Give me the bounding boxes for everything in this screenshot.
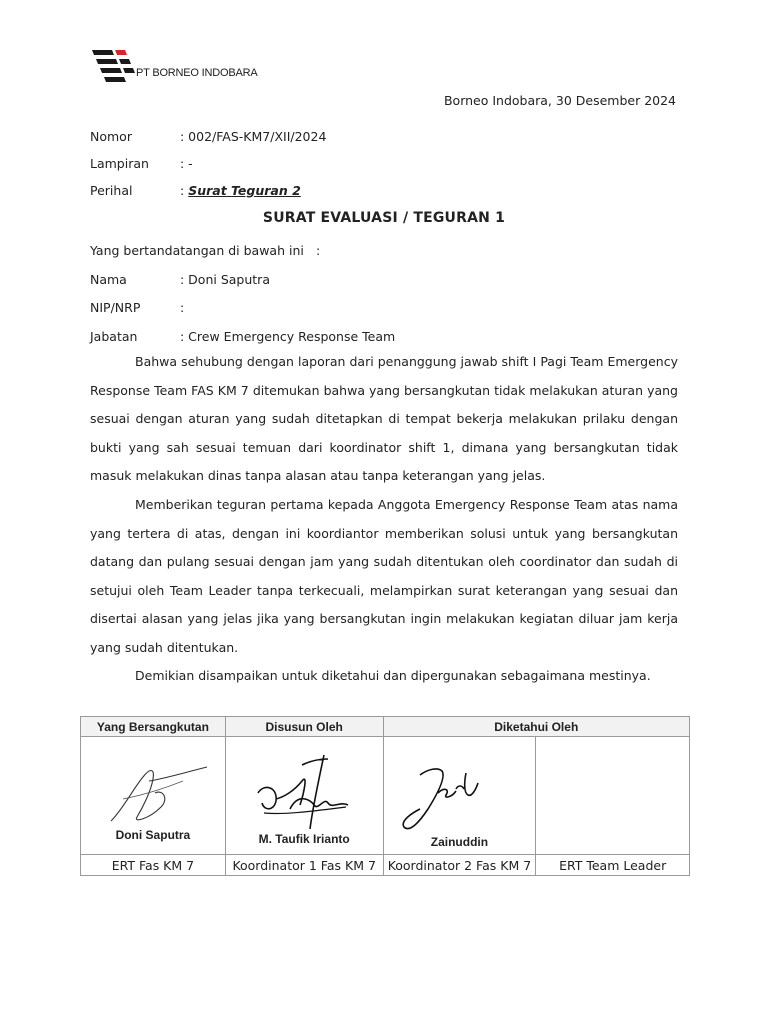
lampiran-value: : - bbox=[180, 156, 193, 171]
body-paragraph-3 bbox=[90, 662, 678, 691]
signature-row bbox=[81, 737, 690, 855]
nama-value: : Doni Saputra bbox=[180, 272, 270, 287]
letter-title: SURAT EVALUASI / TEGURAN 1 bbox=[262, 210, 506, 226]
perihal-value-line bbox=[180, 183, 301, 199]
signature-cell-2 bbox=[225, 737, 383, 855]
letter-date: Borneo Indobara, 30 Desember 2024 bbox=[443, 93, 676, 108]
lampiran-label: Lampiran bbox=[90, 156, 149, 171]
company-logo-mark-icon bbox=[92, 50, 136, 84]
nip-value: : bbox=[180, 300, 185, 315]
role-1: ERT Fas KM 7 bbox=[81, 855, 226, 876]
signature-table bbox=[80, 716, 690, 876]
role-4: ERT Team Leader bbox=[536, 855, 690, 876]
nip-label: NIP/NRP bbox=[90, 300, 141, 315]
nomor-value: : 002/FAS-KM7/XII/2024 bbox=[180, 129, 327, 144]
role-3: Koordinator 2 Fas KM 7 bbox=[383, 855, 536, 876]
signatory-intro-colon: : bbox=[316, 243, 321, 258]
signature-header-row bbox=[81, 717, 690, 737]
body-paragraph-1 bbox=[90, 348, 678, 491]
company-name: PT BORNEO INDOBARA bbox=[136, 67, 258, 79]
signature-cell-3 bbox=[383, 737, 536, 855]
body-paragraph-3-text: Demikian disampaikan untuk diketahui dan dipergunakan sebagaimana mestinya. bbox=[135, 668, 651, 683]
header-yang-bersangkutan: Yang Bersangkutan bbox=[81, 717, 226, 737]
header-diketahui-oleh: Diketahui Oleh bbox=[383, 717, 689, 737]
signature-taufik-icon bbox=[254, 753, 354, 833]
perihal-colon: : bbox=[180, 183, 189, 198]
signature-doni-icon bbox=[103, 759, 213, 829]
body-paragraph-2 bbox=[90, 491, 678, 662]
signature-cell-4 bbox=[536, 737, 690, 855]
signature-zainuddin-icon bbox=[398, 763, 488, 837]
signature-name-3: Zainuddin bbox=[430, 835, 489, 849]
signatory-intro: Yang bertandatangan di bawah ini bbox=[90, 243, 304, 258]
jabatan-value: : Crew Emergency Response Team bbox=[180, 329, 396, 344]
body-paragraph-2-text: Memberikan teguran pertama kepada Anggota Emergency Response Team atas nama yang tertera di atas, dengan ini koordiantor memberikan solusi untuk yang bersangkutan datang dan pulang sesuai dengan jam yang sudah ditentukan oleh coordinator dan sudah di setujui oleh Team Leader tanpa terkecuali, melampirkan surat keterangan yang sesuai dan disertai alasan yang jelas jika yang bersangkutan ingin melakukan kegiatan diluar jam kerja yang sudah ditentukan. bbox=[90, 497, 678, 655]
nomor-label: Nomor bbox=[90, 129, 132, 144]
body-paragraph-1-text: Bahwa sehubung dengan laporan dari penanggung jawab shift I Pagi Team Emergency Response Team FAS KM 7 ditemukan bahwa yang bersangkutan tidak melakukan aturan yang sesuai dengan aturan yang sudah ditetapkan di tempat bekerja melakukan prilaku dengan bukti yang sah sesuai temuan dari koordinator shift 1, dimana yang bersangkutan tidak masuk melakukan dinas tanpa alasan atau tanpa keterangan yang jelas. bbox=[90, 354, 678, 483]
signature-name-1: Doni Saputra bbox=[115, 828, 191, 842]
signature-cell-1 bbox=[81, 737, 226, 855]
jabatan-label: Jabatan bbox=[90, 329, 138, 344]
signature-name-2: M. Taufik Irianto bbox=[258, 832, 350, 846]
role-2: Koordinator 1 Fas KM 7 bbox=[225, 855, 383, 876]
perihal-label: Perihal bbox=[90, 183, 133, 198]
role-row bbox=[81, 855, 690, 876]
company-logo bbox=[92, 50, 272, 84]
perihal-value: Surat Teguran 2 bbox=[188, 183, 301, 198]
header-disusun-oleh: Disusun Oleh bbox=[225, 717, 383, 737]
nama-label: Nama bbox=[90, 272, 127, 287]
